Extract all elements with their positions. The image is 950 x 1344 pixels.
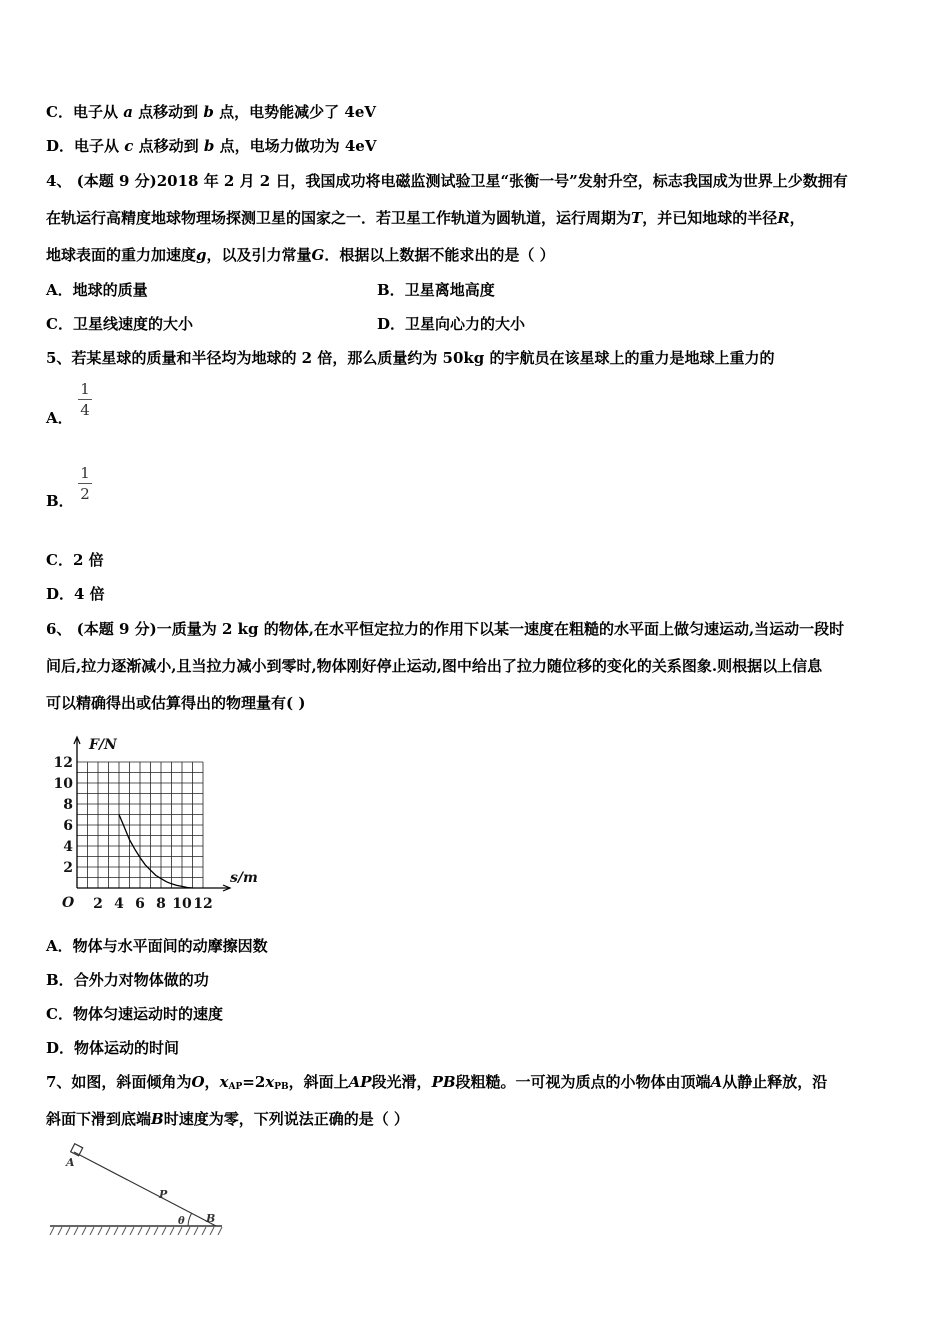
q4-option-b: B．卫星离地高度: [377, 281, 495, 299]
graph-axis-labels: [88, 737, 258, 886]
q6-option-c: C．物体匀速运动时的速度: [46, 1005, 223, 1023]
q5-option-a-letter: A．: [46, 409, 73, 427]
q7-stem-line1: 7、如图，斜面倾角为O，$x_{AP}=2x_{PB}$，斜面上AP段光滑，PB段粗糙。一可视为质点的小物体由顶端A从静止释放，沿: [46, 1073, 828, 1092]
label-p: P: [159, 1188, 168, 1201]
y-tick-label: 6: [63, 818, 73, 834]
y-tick-label: 8: [63, 797, 73, 813]
label-b: B: [206, 1212, 216, 1225]
incline-surface: [74, 1152, 216, 1226]
q4-stem-line1: 4、 (本题 9 分)2018 年 2 月 2 日，我国成功将电磁监测试验卫星“张衡一号”发射升空，标志我国成为世界上少数拥有: [46, 172, 848, 190]
q5-option-b-letter: B．: [46, 492, 74, 510]
q7-stem-line2: 斜面下滑到底端B时速度为零，下列说法正确的是（ ）: [46, 1110, 409, 1128]
x-tick-label: 8: [156, 896, 166, 912]
q5-option-c: C．2 倍: [46, 551, 104, 569]
x-tick-label: 10: [172, 896, 192, 912]
q3-option-c: C．电子从 a 点移动到 b 点，电势能减少了 4eV: [46, 103, 376, 121]
q5-stem: 5、若某星球的质量和半径均为地球的 2 倍，那么质量约为 50kg 的宇航员在该星球上的重力是地球上重力的: [46, 349, 775, 367]
q3-option-d: D．电子从 c 点移动到 b 点，电场力做功为 4eV: [46, 137, 377, 155]
series-line-f: [119, 815, 193, 889]
q4-option-d: D．卫星向心力的大小: [377, 315, 526, 333]
q4-option-a: A．地球的质量: [46, 281, 148, 299]
force-displacement-graph: [50, 730, 270, 915]
ground-hatching: [50, 1227, 222, 1235]
q6-option-b: B．合外力对物体做的功: [46, 971, 209, 989]
y-axis-label: F/N: [89, 737, 117, 753]
x-tick-label: 2: [93, 896, 103, 912]
y-tick-label: 2: [63, 860, 73, 876]
label-a: A: [66, 1156, 75, 1169]
q4-stem-line2: 在轨运行高精度地球物理场探测卫星的国家之一．若卫星工作轨道为圆轨道，运行周期为T，并已知地球的半径R，: [46, 209, 805, 227]
x-tick-label: 4: [114, 896, 124, 912]
graph-grid: [77, 762, 203, 888]
x-tick-label: 12: [193, 896, 213, 912]
angle-arc: [188, 1214, 192, 1227]
q5-option-a-fraction: 1 4: [78, 380, 92, 419]
y-tick-label: 10: [53, 776, 73, 792]
q4-option-c: C．卫星线速度的大小: [46, 315, 193, 333]
q6-stem-line2: 间后,拉力逐渐减小,且当拉力减小到零时,物体刚好停止运动,图中给出了拉力随位移的变化的关系图象.则根据以上信息: [46, 657, 823, 675]
x-tick-label: 6: [135, 896, 145, 912]
incline-figure: [48, 1142, 228, 1242]
q6-option-a: A．物体与水平面间的动摩擦因数: [46, 937, 268, 955]
q6-stem-line1: 6、 (本题 9 分)一质量为 2 kg 的物体,在水平恒定拉力的作用下以某一速度在粗糙的水平面上做匀速运动,当运动一段时: [46, 620, 845, 638]
q4-stem-line3: 地球表面的重力加速度g，以及引力常量G．根据以上数据不能求出的是（ ）: [46, 246, 555, 264]
q6-stem-line3: 可以精确得出或估算得出的物理量有( ): [46, 694, 306, 712]
q5-option-b-fraction: 1 2: [78, 464, 92, 503]
y-tick-label: 4: [63, 839, 73, 855]
origin-label: O: [62, 895, 75, 911]
q6-option-d: D．物体运动的时间: [46, 1039, 180, 1057]
q5-option-d: D．4 倍: [46, 585, 105, 603]
graph-series: [119, 815, 193, 889]
graph-axes: [74, 737, 230, 891]
y-tick-label: 12: [53, 755, 73, 771]
label-theta: θ: [178, 1216, 185, 1227]
x-axis-label: s/m: [230, 870, 258, 886]
